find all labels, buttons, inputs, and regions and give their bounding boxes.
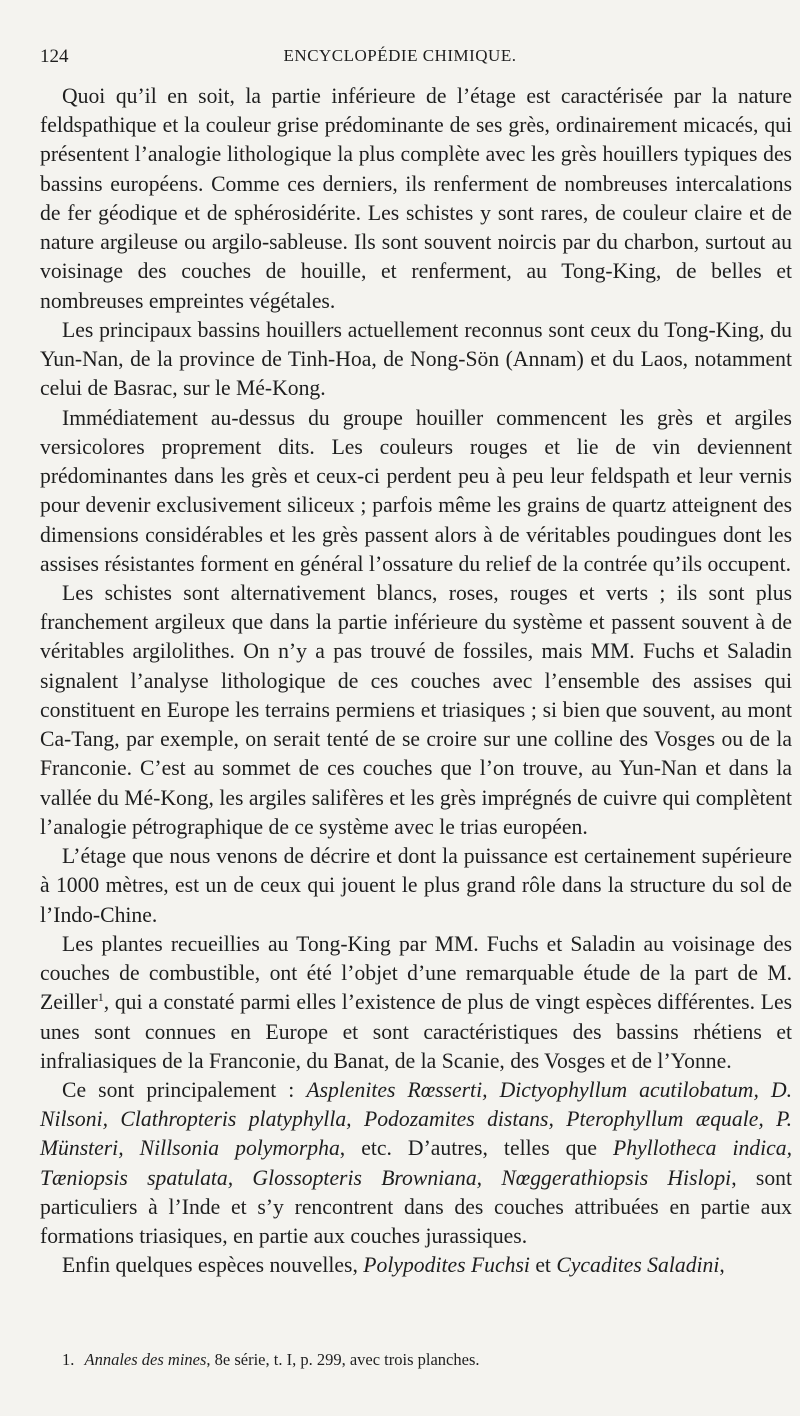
- paragraph-text: Ce sont principalement :: [62, 1077, 307, 1102]
- footnote-reference: 1: [97, 990, 104, 1005]
- species-names: Cycadites Saladini: [556, 1253, 720, 1278]
- body-text: [40, 82, 792, 1281]
- page-header: [40, 46, 760, 72]
- paragraph: [40, 82, 792, 316]
- paragraph-text: Enfin quelques espèces nouvelles,: [62, 1253, 364, 1278]
- paragraph-text: et: [529, 1253, 557, 1278]
- paragraph-text: Les plantes recueillies au Tong-King par MM. Fuchs et Saladin au voisinage des couches de combustible, ont été l’objet d’une remarquable étude de la part de M. Zeiller: [40, 931, 792, 1015]
- paragraph: [40, 930, 792, 1076]
- running-title: ENCYCLOPÉDIE CHIMIQUE.: [283, 46, 517, 65]
- footnote-text: , 8e série, t. I, p. 299, avec trois planches.: [206, 1350, 480, 1369]
- species-names: Phyllotheca indica, Tæniopsis spatulata, Glossopteris Browniana, Nœggerathiopsis Hislopi: [40, 1136, 792, 1190]
- page-number: 124: [40, 46, 69, 67]
- paragraph-text: , qui a constaté parmi elles l’existence de plus de vingt espèces différentes. Les unes sont connues en Europe et sont caractéristiques des bassins rhétiens et infraliasiques de la Franconie, du Banat, de la Scanie, des Vosges et de l’Yonne.: [40, 990, 792, 1073]
- species-names: Polypodites Fuchsi: [363, 1253, 530, 1278]
- paragraph: [40, 404, 792, 579]
- paragraph-text: L’étage que nous venons de décrire et dont la puissance est certainement supérieure à 1000 mètres, est un de ceux qui jouent le plus grand rôle dans la structure du sol de l’Indo-Chine.: [40, 844, 792, 927]
- paragraph-text: Les schistes sont alternativement blancs, roses, rouges et verts ; ils sont plus franchement argileux que dans la partie inférieure du système et passent souvent à de véritables argilolithes. On n’y a pas trouvé de fossiles, mais MM. Fuchs et Saladin signalent l’analyse lithologique de ces couches avec l’ensemble des assises qui constituent en Europe les terrains permiens et triasiques ; si bien que souvent, au mont Ca-Tang, par exemple, on serait tenté de se croire sur une colline des Vosges ou de la Franconie. C’est au sommet de ces couches que l’on trouve, au Yun-Nan et dans la vallée du Mé-Kong, les argiles salifères et les grès imprégnés de cuivre qui complètent l’analogie pétrographique de ce système avec le trias européen.: [40, 580, 792, 839]
- paragraph-text: , etc. D’autres, telles que: [339, 1136, 613, 1161]
- paragraph: [40, 316, 792, 404]
- paragraph-text: ,: [719, 1253, 725, 1278]
- paragraph: [40, 1251, 792, 1280]
- footnote-number: 1.: [62, 1350, 75, 1369]
- paragraph: [40, 1076, 792, 1251]
- paragraph-text: , sont particuliers à l’Inde et s’y rencontrent dans des couches attribuées en partie aux formations triasiques, en partie aux couches jurassiques.: [40, 1165, 792, 1249]
- paragraph: [40, 579, 792, 842]
- paragraph-text: Immédiatement au-dessus du groupe houiller commencent les grès et argiles versicolores proprement dits. Les couleurs rouges et lie de vin deviennent prédominantes dans les grès et ceux-ci perdent peu à peu leur feldspath et leur vernis pour devenir exclusivement siliceux ; parfois même les grains de quartz atteignent des dimensions considérables et les grès passent alors à de véritables poudingues dont les assises résistantes forment en général l’ossature du relief de la contrée qu’ils occupent.: [40, 405, 792, 576]
- paragraph-text: Quoi qu’il en soit, la partie inférieure de l’étage est caractérisée par la nature feldspathique et la couleur grise prédominante de ses grès, ordinairement micacés, qui présentent l’analogie lithologique la plus complète avec les grès houillers typiques des bassins européens. Comme ces derniers, ils renferment de nombreuses intercalations de fer géodique et de sphérosidérite. Les schistes y sont rares, de couleur claire et de nature argileuse ou argilo-sableuse. Ils sont souvent noircis par du charbon, surtout au voisinage des couches de houille, et renferment, au Tong-King, de belles et nombreuses empreintes végétales.: [40, 84, 792, 313]
- paragraph: [40, 842, 792, 930]
- species-names: Asplenites Rœsserti, Dictyophyllum acutilobatum, D. Nilsoni, Clathropteris platyphylla, Podozamites distans, Pterophyllum æquale, P. Münsteri, Nillsonia polymorpha: [40, 1077, 792, 1161]
- footnote: [62, 1349, 782, 1371]
- paragraph-text: Les principaux bassins houillers actuellement reconnus sont ceux du Tong-King, du Yun-Nan, de la province de Tinh-Hoa, de Nong-Sön (Annam) et du Laos, notamment celui de Basrac, sur le Mé-Kong.: [40, 317, 792, 401]
- footnote-source: Annales des mines: [84, 1350, 207, 1369]
